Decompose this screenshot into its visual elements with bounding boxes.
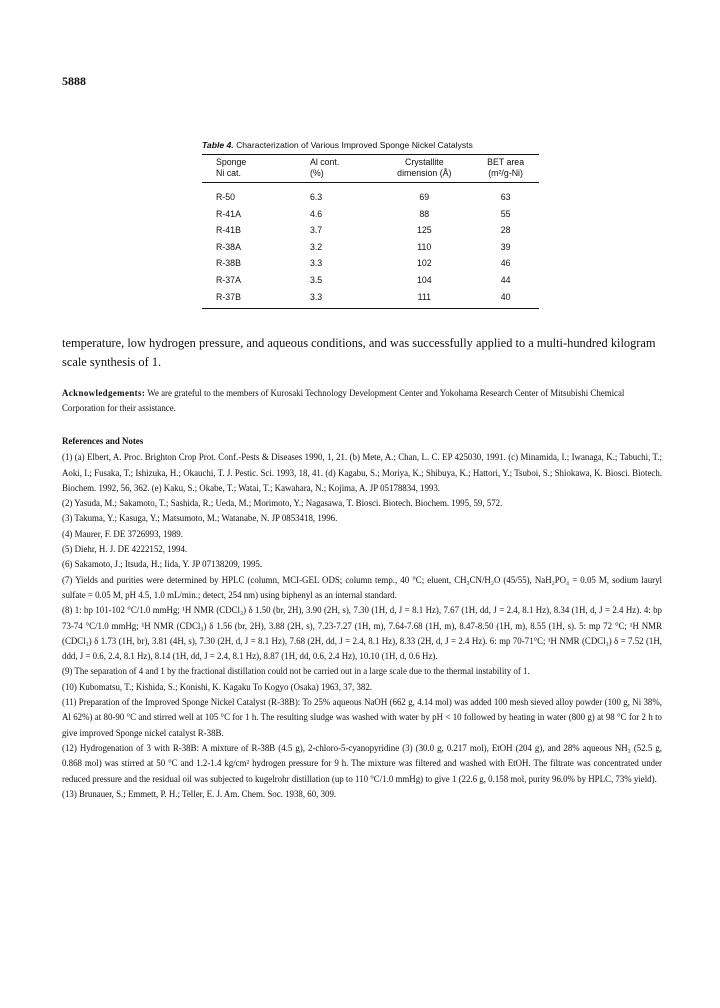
cell-crystallite: 102 <box>416 258 432 269</box>
catalyst-table-block <box>202 140 539 309</box>
acknowledgements-text: We are grateful to the members of Kurosaki Technology Development Center and Yokohama Research Center of Mitsubishi Chemical Corporation for their assistance. <box>62 388 625 413</box>
reference-item: (11) Preparation of the Improved Sponge Nickel Catalyst (R-38B): To 25% aqueous NaOH (662 g, 4.14 mol) was added 100 mesh sieved alloy powder (100 g, Ni 38%, Al 62%) at 80-90 °C and stirred well at 105 °C for 1 h. The resulting sludge was washed with water by pH < 10 followed by heating in water (800 g) at 98 °C for 2 h to give improved Sponge nickel catalyst R-38B. <box>62 697 662 738</box>
table-row <box>202 289 539 309</box>
cell-crystallite: 88 <box>419 208 430 219</box>
cell-catalyst: R-37A <box>216 274 241 285</box>
cell-bet: 46 <box>500 258 511 269</box>
reference-item: (6) Sakamoto, J.; Itsuda, H.; Iida, Y. JP 07138209, 1995. <box>62 559 263 570</box>
cell-catalyst: R-37B <box>202 289 300 309</box>
header-sponge-sub: Ni cat. <box>202 168 300 183</box>
table-header-row <box>202 155 539 169</box>
cell-al: 6.3 <box>309 192 323 202</box>
table-row <box>202 239 539 256</box>
table-row <box>202 272 539 289</box>
table-row <box>202 255 539 272</box>
catalyst-table <box>202 154 539 309</box>
cell-bet: 39 <box>500 241 511 252</box>
cell-al: 3.3 <box>309 258 323 269</box>
reference-item: (13) Brunauer, S.; Emmett, P. H.; Teller, E. J. Am. Chem. Soc. 1938, 60, 309. <box>62 788 337 799</box>
cell-crystallite: 104 <box>416 274 432 285</box>
cell-bet: 63 <box>500 192 511 202</box>
cell-al: 4.6 <box>309 208 323 219</box>
header-crystallite: Crystallite <box>376 155 472 169</box>
reference-item: (5) Diehr, H. J. DE 4222152, 1994. <box>62 544 188 555</box>
cell-al: 3.7 <box>309 225 323 236</box>
table-caption-text: Characterization of Various Improved Sponge Nickel Catalysts <box>233 140 473 150</box>
cell-bet: 44 <box>500 274 511 285</box>
reference-item: (12) Hydrogenation of 3 with R-38B: A mixture of R-38B (4.5 g), 2-chloro-5-cyanopyridine (3) (30.0 g, 0.217 mol), EtOH (204 g), and 28% aqueous NH₃ (52.5 g, 0.868 mol) was stirred at 50 °C and 1.2-1.4 kg/cm² hydrogen pressure for 9 h. The mixture was filtered and washed with EtOH. The filtrate was concentrated under reduced pressure and the residual oil was subjected to kugelrohr distillation (up to 110 °C/1.0 mmHg) to give 1 (22.6 g, 0.158 mol, purity 96.0% by HPLC, 73% yield). <box>62 742 662 784</box>
reference-item: (2) Yasuda, M.; Sakamoto, T.; Sashida, R.; Ueda, M.; Morimoto, Y.; Nagasawa, T. Biosci. Biotech. Biochem. 1995, 59, 572. <box>62 498 503 509</box>
cell-catalyst: R-41A <box>216 208 241 219</box>
cell-crystallite: 69 <box>419 192 430 202</box>
cell-bet: 40 <box>472 289 539 309</box>
page-number: 5888 <box>62 74 86 88</box>
header-crystallite-unit: dimension (Å) <box>376 168 472 183</box>
cell-crystallite: 111 <box>376 289 472 309</box>
cell-al: 3.3 <box>300 289 376 309</box>
references-section <box>62 434 662 802</box>
cell-al: 3.5 <box>309 274 323 285</box>
reference-item: (4) Maurer, F. DE 3726993, 1989. <box>62 528 183 539</box>
cell-bet: 28 <box>500 225 511 236</box>
references-heading: References and Notes <box>62 436 144 446</box>
header-al-cont: Al cont. <box>300 155 376 169</box>
table-row <box>202 206 539 223</box>
cell-crystallite: 125 <box>416 225 432 236</box>
header-al-cont-unit: (%) <box>300 168 376 183</box>
table-caption-label: Table 4. <box>202 140 234 150</box>
reference-item: (7) Yields and purities were determined by HPLC (column, MCI-GEL ODS; column temp., 40 °C; eluent, CH₃CN/H₂O (45/55), NaH₂PO₄ = 0.05 M, sodium lauryl sulfate = 0.05 M, pH 4.5, 1.0 mL/min.; detect, 254 nm) using biphenyl as an internal standard. <box>62 574 662 600</box>
reference-item: (3) Takuma, Y.; Kasuga, Y.; Matsumoto, M.; Watanabe, N. JP 0853418, 1996. <box>62 513 338 524</box>
cell-al: 3.2 <box>309 241 323 252</box>
table-header-row-2 <box>202 168 539 183</box>
table-row <box>202 183 539 206</box>
header-sponge: Sponge <box>202 155 300 169</box>
cell-crystallite: 110 <box>417 241 432 252</box>
table-caption <box>202 140 539 150</box>
cell-bet: 55 <box>500 208 511 219</box>
cell-catalyst: R-41B <box>216 225 241 236</box>
cell-catalyst: R-38B <box>216 258 241 269</box>
body-paragraph: temperature, low hydrogen pressure, and aqueous conditions, and was successfully applied to a multi-hundred kilogram scale synthesis of 1. <box>62 336 656 370</box>
acknowledgements-heading: Acknowledgements: <box>62 388 146 398</box>
header-bet-area: BET area <box>472 155 539 169</box>
reference-item: (10) Kubomatsu, T.; Kishida, S.; Konishi, K. Kagaku To Kogyo (Osaka) 1963, 37, 382. <box>62 681 372 692</box>
header-bet-area-unit: (m²/g-Ni) <box>472 168 539 183</box>
reference-item: (1) (a) Elbert, A. Proc. Brighton Crop Prot. Conf.-Pests & Diseases 1990, 1, 21. (b) Mete, A.; Chan, L. C. EP 425030, 1991. (c) Minamida, I.; Iwanaga, K.; Tabuchi, T.; Aoki, I.; Fusaka, T.; Ishizuka, H.; Okauchi, T. J. Pestic. Sci. 1993, 18, 41. (d) Kagabu, S.; Moriya, K.; Shibuya, K.; Hattori, Y.; Tsuboi, S.; Shiokawa, K. Biosci. Biotech. Biochem. 1992, 56, 362. (e) Kaku, S.; Okabe, T.; Watai, T.; Kawahara, N.; Kojima, A. JP 05178834, 1993. <box>62 452 662 493</box>
reference-item: (9) The separation of 4 and 1 by the fractional distillation could not be carried out in a large scale due to the thermal instability of 1. <box>62 666 530 677</box>
cell-catalyst: R-38A <box>216 241 241 252</box>
table-row <box>202 222 539 239</box>
cell-catalyst: R-50 <box>216 192 236 202</box>
reference-item: (8) 1: bp 101-102 °C/1.0 mmHg; ¹H NMR (CDCl₃) δ 1.50 (br, 2H), 3.90 (2H, s), 7.30 (1H, d, J = 8.1 Hz), 7.67 (1H, dd, J = 2.4, 8.1 Hz), 8.34 (1H, d, J = 2.4 Hz). 4: bp 73-74 °C/1.0 mmHg; ¹H NMR (CDCl₃) δ 1.56 (br, 2H), 3.88 (2H, s), 7.23-7.27 (1H, m), 7.64-7.68 (1H, m), 8.47-8.50 (1H, m), 8.55 (1H, s). 5: mp 72 °C; ¹H NMR (CDCl₃) δ 1.73 (1H, br), 3.81 (4H, s), 7.30 (2H, d, J = 8.1 Hz), 7.68 (2H, dd, J = 2.4, 8.1 Hz), 8.33 (2H, d, J = 2.4 Hz). 6: mp 70-71°C; ¹H NMR (CDCl₃) δ = 7.52 (1H, ddd, J = 0.6, 2.4, 8.1 Hz), 8.14 (1H, dd, J = 2.4, 8.1 Hz), 8.87 (1H, dd, 0.6, 2.4 Hz), 10.10 (1H, d, 0.6 Hz). <box>62 605 662 662</box>
acknowledgements <box>62 386 662 416</box>
